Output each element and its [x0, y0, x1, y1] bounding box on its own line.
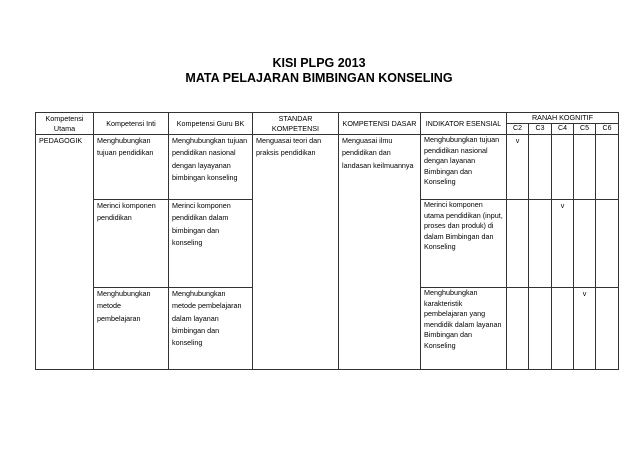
kompetensi-inti-cell: Menghubungkan metode pembelajaran: [94, 288, 169, 370]
header-c3: C3: [529, 124, 552, 135]
indikator-esensial-cell: Merinci komponen utama pendidikan (input, proses dan produk) di dalam Bimbingan dan Konseling: [421, 200, 507, 288]
header-c2: C2: [507, 124, 529, 135]
kompetensi-inti-cell: Menghubungkan tujuan pendidikan: [94, 135, 169, 200]
kompetensi-guru-bk-cell: Merinci komponen pendidikan dalam bimbingan dan konseling: [169, 200, 253, 288]
mark-c6: [596, 288, 619, 370]
header-ranah-kognitif: RANAH KOGNITIF: [507, 113, 619, 124]
header-c5: C5: [574, 124, 596, 135]
mark-c3: [529, 135, 552, 200]
mark-c3: [529, 288, 552, 370]
mark-c5: [574, 200, 596, 288]
mark-c4: [552, 288, 574, 370]
header-c6: C6: [596, 124, 619, 135]
kompetensi-utama-cell: PEDAGOGIK: [36, 135, 94, 370]
indikator-esensial-cell: Menghubungkan karakteristik pembelajaran yang mendidik dalam layanan Bimbingan dan Konseling: [421, 288, 507, 370]
mark-c5: v: [574, 288, 596, 370]
header-c4: C4: [552, 124, 574, 135]
mark-c2: [507, 288, 529, 370]
header-indikator-esensial: INDIKATOR ESENSIAL: [421, 113, 507, 135]
mark-c2: v: [507, 135, 529, 200]
indikator-esensial-cell: Menghubungkan tujuan pendidikan nasional dengan layanan Bimbingan dan Konseling: [421, 135, 507, 200]
mark-c4: v: [552, 200, 574, 288]
header-kompetensi-utama: Kompetensi Utama: [36, 113, 94, 135]
table-row: [36, 135, 619, 200]
mark-c5: [574, 135, 596, 200]
header-kompetensi-inti: Kompetensi Inti: [94, 113, 169, 135]
kompetensi-guru-bk-cell: Menghubungkan tujuan pendidikan nasional dengan layayanan bimbingan konseling: [169, 135, 253, 200]
kisi-table: [35, 112, 619, 370]
header-kompetensi-dasar: KOMPETENSI DASAR: [339, 113, 421, 135]
document-subtitle: MATA PELAJARAN BIMBINGAN KONSELING: [185, 71, 453, 85]
kompetensi-inti-cell: Merinci komponen pendidikan: [94, 200, 169, 288]
mark-c6: [596, 135, 619, 200]
kompetensi-dasar-cell: Menguasai ilmu pendidikan dan landasan keilmuannya: [339, 135, 421, 370]
mark-c4: [552, 135, 574, 200]
document-title: KISI PLPG 2013: [272, 56, 366, 70]
standar-kompetensi-cell: Menguasai teori dan praksis pendidikan: [253, 135, 339, 370]
mark-c2: [507, 200, 529, 288]
header-standar-kompetensi: STANDAR KOMPETENSI: [253, 113, 339, 135]
kompetensi-guru-bk-cell: Menghubungkan metode pembelajaran dalam layanan bimbingan dan konseling: [169, 288, 253, 370]
mark-c6: [596, 200, 619, 288]
header-kompetensi-guru-bk: Kompetensi Guru BK: [169, 113, 253, 135]
mark-c3: [529, 200, 552, 288]
